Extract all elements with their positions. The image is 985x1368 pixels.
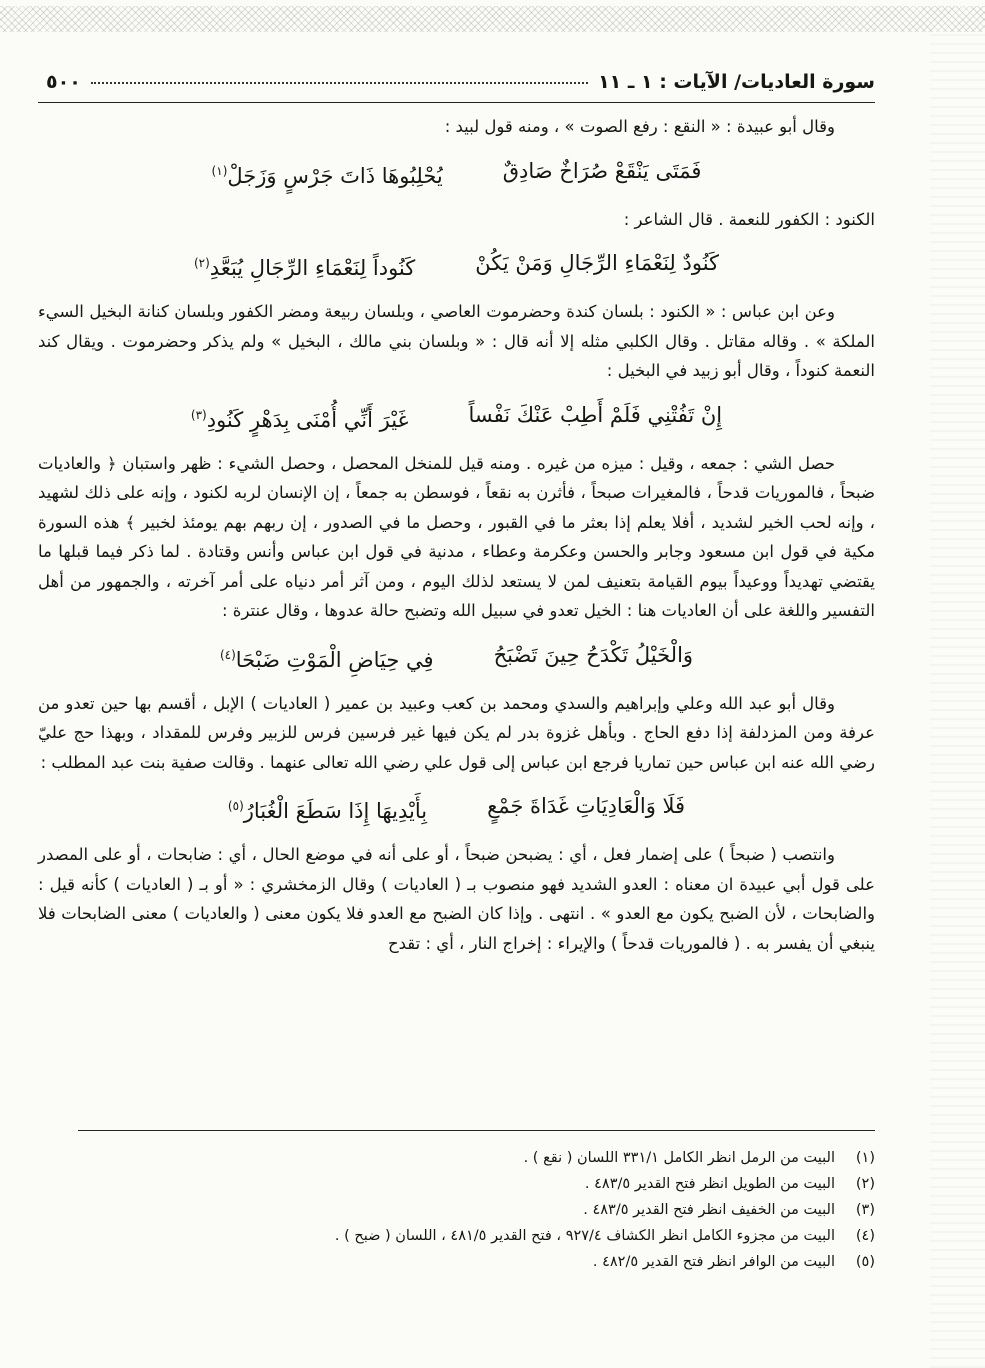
paragraph: حصل الشي : جمعه ، وقيل : ميزه من غيره . ومنه قيل للمنخل المحصل ، وحصل الشيء : ظهر واستبان ﴿ والعاديات ضبحاً ، فالموريات قدحاً ، فالمغيرات صبحاً ، فأثرن به نقعاً ، فوسطن به جمعاً ، إن الإنسان لربه لكنود ، وإنه على ذلك لشهيد ، وإنه لحب الخير لشديد ، أفلا يعلم إذا بعثر ما في القبور ، وحصل ما في الصدور ، إن ربهم بهم يومئذ لخبير ﴾ هذه السورة مكية في قول ابن مسعود وجابر والحسن وعكرمة وعطاء ، مدنية في قول ابن عباس وأنس وقتادة . لما ذكر فيما قبلها ما يقتضي تهديداً ووعيداً بيوم القيامة بتعنيف لمن لا يستعد لذلك اليوم ، ومن آثر أمر دنياه على أمر آخرته ، والجمهور من أهل التفسير واللغة على أن العاديات هنا : الخيل تعدو في سبيل الله وتضبح حالة عدوها ، وقال عنترة : (38, 453, 875, 620)
verse-2 (38, 240, 875, 291)
footnote-text: البيت من الخفيف انظر فتح القدير ٤٨٣/٥ . (583, 1202, 835, 1218)
footnote (78, 1197, 875, 1223)
paragraph: وقال أبو عبد الله وعلي وإبراهيم والسدي ومحمد بن كعب وعبيد بن عمير ( العاديات ) الإبل ، أقسم بها حين تعدو من عرفة ومن المزدلفة إذا دفع الحاج . وبأهل غزوة بدر لم يكن فيها غير فرسين فرس للزبير وفرس للمقداد ، وبهذا حج عليّ رضي الله عنه ابن عباس حين تماريا فرجع ابن عباس إلى قول علي رضي الله تعالى عنهما . وقالت صفية بنت عبد المطلب : (38, 693, 875, 772)
footnote-ref: (٤) (219, 647, 236, 662)
footnote-text: البيت من مجزوء الكامل انظر الكشاف ٩٢٧/٤ ، فتح القدير ٤٨١/٥ ، اللسان ( ضبح ) . (334, 1228, 835, 1244)
footnote-ref: (٢) (193, 256, 210, 270)
verse-hemistich-first: كَنُودٌ لِنَعْمَاءِ الرِّجَالِ وَمَنْ يَكُنْ (475, 251, 720, 275)
dotted-leader (91, 81, 588, 84)
verse-hemistich-second: فِي حِيَاضِ الْمَوْتِ ضَبْحَا$^{(٤)}$ (219, 647, 434, 672)
paragraph: وانتصب ( ضبحاً ) على إضمار فعل ، أي : يضبحن ضبحاً ، أو على أنه في موضع الحال ، أي : ضابحات ، أو على المصدر على قول أبي عبيدة ان معناه : العدو الشديد فهو منصوب بـ ( العاديات ) وقال الزمخشري : « أو بـ ( العاديات ) كأنه قيل : والضابحات ، لأن الضبح يكون مع العدو » . انتهى . وإذا كان الضبح مع العدو فلا يكون معنى ( والعاديات ) معنى الضابحات فلا ينبغي أن يفسر به . ( فالموريات قدحاً ) والإيراء : إخراج النار ، أي : تقدح (38, 845, 875, 953)
verse-hemistich-first: وَالْخَيْلُ تَكْدَحُ حِينَ تَضْبَحُ (493, 642, 694, 667)
footnote (78, 1249, 875, 1275)
footnote-text: البيت من الطويل انظر فتح القدير ٤٨٣/٥ . (584, 1176, 835, 1192)
footnote (78, 1145, 875, 1171)
surah-title: سورة العاديات/ الآيات : ١ ـ ١١ (598, 71, 875, 93)
footnotes (78, 1130, 875, 1275)
footnote-ref: (٣) (190, 407, 207, 422)
paragraph: الكنود : الكفور للنعمة . قال الشاعر : (623, 209, 875, 229)
footnote (78, 1171, 875, 1197)
footnote-number: (٤) (855, 1228, 875, 1244)
verse-hemistich-second: غَيْرَ أَنِّي أُمْنَى بِدَهْرٍ كَنُودِ$^{(٣)}$ (190, 407, 409, 432)
footnote-number: (٣) (855, 1202, 875, 1218)
footnote-ref: (٥) (227, 799, 244, 813)
footnote-number: (٢) (855, 1176, 875, 1192)
paragraph: وعن ابن عباس : « الكنود : بلسان كندة وحضرموت العاصي ، وبلسان ربيعة ومضر الكفور وبلسان كنانة البخيل السيء الملكة » . وقاله مقاتل . وقال الكلبي مثله إلا أنه قال : « وبلسان بني مالك ، البخيل » ولم يذكر وحضرموت . ويقال كند النعمة كنوداً ، وقال أبو زبيد في البخيل : (38, 302, 875, 380)
footnote (78, 1223, 875, 1249)
verse-1 (38, 148, 875, 199)
paragraph: وقال أبو عبيدة : « النقع : رفع الصوت » ، ومنه قول لبيد : (444, 117, 835, 136)
footnote-number: (١) (855, 1150, 875, 1166)
page-number: ٥٠٠ (46, 71, 81, 93)
verse-hemistich-first: إِنْ تَفُتْنِي فَلَمْ أَطِبْ عَنْكَ نَفْساً (468, 402, 723, 427)
verse-hemistich-second: بِأَيْدِيهَا إِذَا سَطَعَ الْغُبَارُ$^{(٥)}$ (227, 799, 428, 823)
page-edge-texture (930, 30, 985, 1368)
decorative-top-border (0, 6, 985, 32)
footnote-text: البيت من الوافر انظر فتح القدير ٤٨٢/٥ . (592, 1254, 835, 1270)
verse-hemistich-second: يُحْلِبُوهَا ذَاتَ جَرْسٍ وَزَجَلْ$^{(١)}$ (211, 163, 443, 188)
page-header (38, 62, 875, 103)
verse-hemistich-first: فَلَا وَالْعَادِيَاتِ غَدَاةَ جَمْعٍ (487, 794, 686, 818)
verse-4 (38, 632, 875, 683)
footnote-ref: (١) (211, 163, 228, 178)
main-text (38, 112, 875, 958)
verse-5 (38, 783, 875, 834)
verse-hemistich-second: كَنُوداً لِنَعْمَاءِ الرِّجَالِ يُبَعَّدِ$^{(٢)}$ (193, 256, 416, 280)
verse-3 (38, 392, 875, 443)
verse-hemistich-first: فَمَتَى يَنْقَعْ صُرَاخٌ صَادِقٌ (502, 158, 702, 183)
footnote-text: البيت من الرمل انظر الكامل ٣٣١/١ اللسان ( نقع ) . (523, 1150, 835, 1166)
footnote-number: (٥) (855, 1254, 875, 1270)
